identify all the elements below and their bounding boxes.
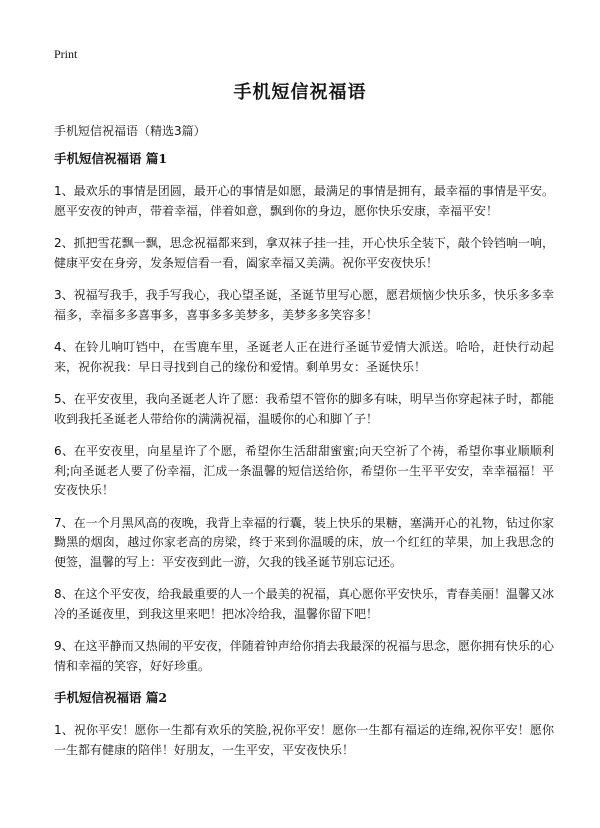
page-title: 手机短信祝福语 bbox=[233, 82, 367, 103]
paragraph: 8、在这个平安夜，给我最重要的人一个最美的祝福，真心愿你平安快乐，青春美丽！温馨又冰冷的圣诞夜里，到我这里来吧！把冰冷给我，温馨你留下吧！ bbox=[54, 587, 554, 621]
paragraph: 5、在平安夜里，我向圣诞老人许了愿：我希望不管你的脚多有味，明早当你穿起袜子时，都能收到我托圣诞老人带给你的满满祝福，温暖你的心和脚丫子！ bbox=[54, 392, 554, 426]
print-link[interactable]: Print bbox=[54, 47, 78, 61]
section-heading-1: 手机短信祝福语 篇1 bbox=[54, 151, 168, 166]
paragraph: 3、祝福写我手，我手写我心，我心望圣诞，圣诞节里写心愿，愿君烦恼少快乐多，快乐多多幸福多，幸福多多喜事多，喜事多多美梦多，美梦多多笑容多！ bbox=[54, 288, 554, 322]
paragraph: 2、抓把雪花飘一飘，思念祝福都来到，拿双袜子挂一挂，开心快乐全装下，敲个铃铛响一响，健康平安在身旁，发条短信看一看，阖家幸福又美满。祝你平安夜快乐！ bbox=[54, 236, 554, 270]
paragraph: 9、在这平静而又热闹的平安夜，伴随着钟声给你捎去我最深的祝福与思念，愿你拥有快乐的心情和幸福的笑容，好好珍重。 bbox=[54, 639, 554, 673]
paragraph: 1、祝你平安！愿你一生都有欢乐的笑脸,祝你平安！愿你一生都有福运的连绵,祝你平安！愿你一生都有健康的陪伴！好朋友，一生平安，平安夜快乐！ bbox=[54, 723, 554, 757]
paragraph: 4、在铃儿响叮铛中，在雪鹿车里，圣诞老人正在进行圣诞节爱情大派送。哈哈，赶快行动起来，祝你祝我：早日寻找到自己的缘份和爱情。剩单男女：圣诞快乐！ bbox=[54, 340, 554, 374]
section-heading-2: 手机短信祝福语 篇2 bbox=[54, 690, 168, 705]
document-body bbox=[54, 150, 554, 773]
paragraph: 1、最欢乐的事情是团圆，最开心的事情是如愿，最满足的事情是拥有，最幸福的事情是平安。愿平安夜的钟声，带着幸福，伴着如意，飘到你的身边，愿你快乐安康，幸福平安！ bbox=[54, 184, 554, 218]
paragraph: 6、在平安夜里，向星星许了个愿，希望你生活甜甜蜜蜜;向天空祈了个祷，希望你事业顺顺利利;向圣诞老人要了份幸福，汇成一条温馨的短信送给你，希望你一生平平安安，幸幸福福！平安夜快乐！ bbox=[54, 444, 554, 497]
paragraph: 7、在一个月黑风高的夜晚，我背上幸福的行囊，装上快乐的果糖，塞满开心的礼物，钻过你家黝黑的烟囱，越过你家老高的房梁，终于来到你温暖的床，放一个红红的苹果，加上我思念的便签，温馨的写上：平安夜到此一游，欠我的钱圣诞节别忘记还。 bbox=[54, 515, 554, 569]
document-subtitle: 手机短信祝福语（精选3篇） bbox=[54, 124, 206, 138]
